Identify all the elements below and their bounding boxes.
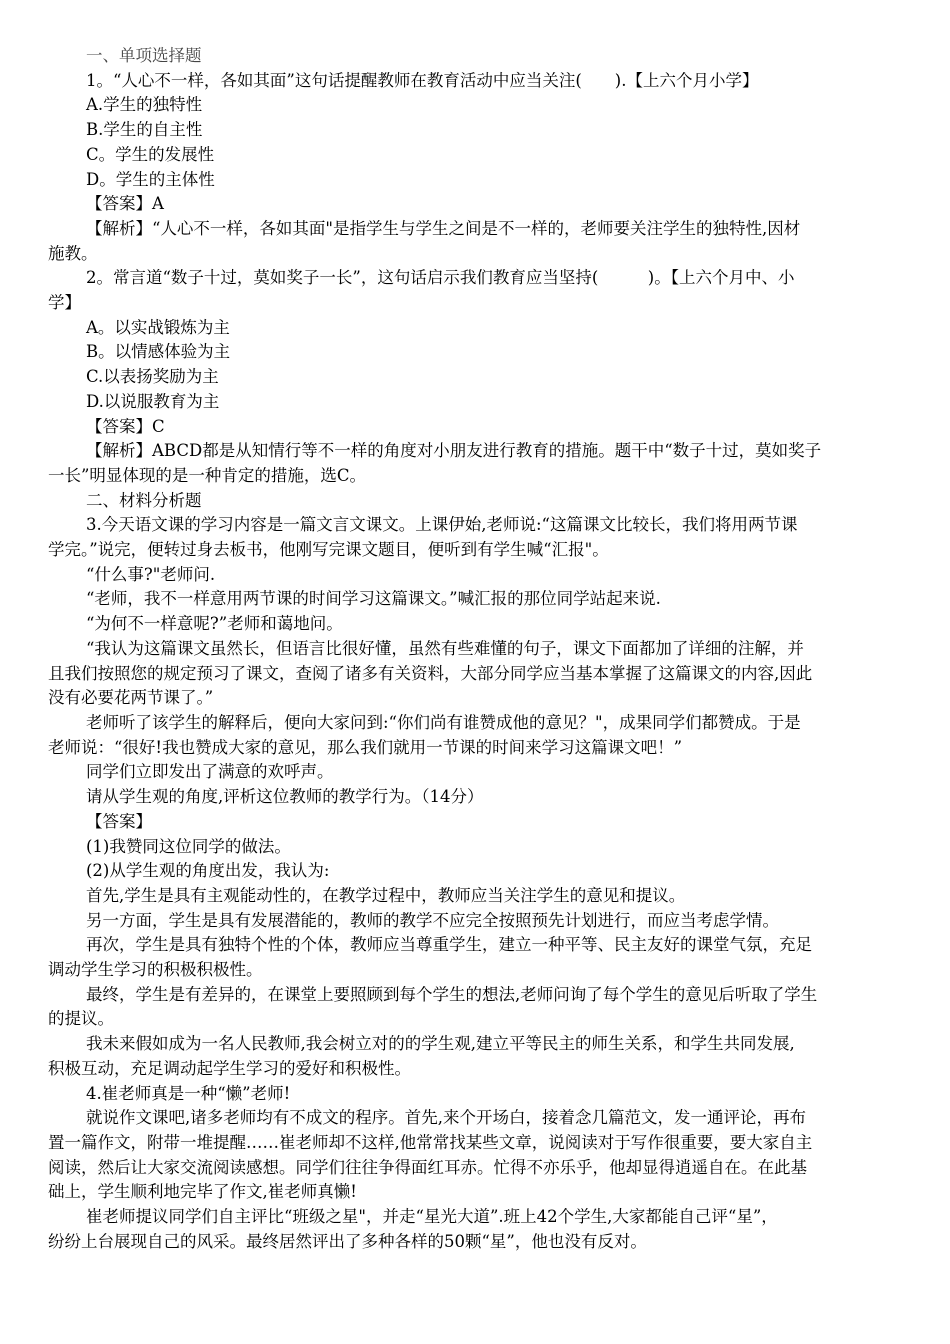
text-line: “我认为这篇课文虽然长，但语言比很好懂，虽然有些难懂的句子，课文下面都加了详细的注解，并 [86,638,804,658]
text-line: 我未来假如成为一名人民教师,我会树立对的的学生观,建立平等民主的师生关系，和学生共同发展, [86,1034,795,1054]
text-line: “老师，我不一样意用两节课的时间学习这篇课文。”喊汇报的那位同学站起来说. [86,589,661,609]
text-line: 积极互动，充足调动起学生学习的爱好和积极性。 [48,1058,411,1078]
text-line: 纷纷上台展现自己的风采。最终居然评出了多种各样的50颗“星”，他也没有反对。 [48,1231,647,1251]
text-line: 学完。”说完，便转过身去板书，他刚写完课文题目，便听到有学生喊“汇报"。 [48,540,609,560]
text-line: 学】 [48,293,81,313]
text-line: 就说作文课吧,诸多老师均有不成文的程序。首先,来个开场白，接着念几篇范文，发一通评论，再布 [86,1108,806,1128]
text-line: 施教。 [48,243,98,263]
text-line: 【答案】A [86,194,164,214]
text-line: (1)我赞同这位同学的做法。 [86,836,291,856]
text-line: A。以实战锻炼为主 [86,317,230,337]
text-line: 请从学生观的角度,评析这位教师的教学行为。（14分） [86,787,484,807]
text-line: D.以说服教育为主 [86,391,220,411]
text-line: B.学生的自主性 [86,120,203,140]
text-line: 老师说：“很好!我也赞成大家的意见，那么我们就用一节课的时间来学习这篇课文吧！” [48,737,683,757]
text-line: 再次，学生是具有独特个性的个体，教师应当尊重学生，建立一种平等、民主友好的课堂气氛，充足 [86,935,812,955]
text-line: 最终，学生是有差异的，在课堂上要照顾到每个学生的想法,老师问询了每个学生的意见后听取了学生 [86,984,818,1004]
text-line: 没有必要花两节课了。” [48,688,214,708]
text-line: 老师听了该学生的解释后，便向大家问到:“你们尚有谁赞成他的意见？"，成果同学们都赞成。于是 [86,712,801,732]
text-line: 置一篇作文，附带一堆提醒……崔老师却不这样,他常常找某些文章，说阅读对于写作很重要，要大家自主 [48,1132,813,1152]
text-line: 二、材料分析题 [86,490,202,510]
text-line: C。学生的发展性 [86,144,215,164]
text-line: C.以表扬奖励为主 [86,367,219,387]
document-body [48,44,896,1254]
text-line: 【答案】C [86,416,165,436]
text-line: 【解析】“人心不一样，各如其面"是指学生与学生之间是不一样的，老师要关注学生的独特性,因材 [86,218,801,238]
text-line: 首先,学生是具有主观能动性的，在教学过程中，教师应当关注学生的意见和提议。 [86,885,686,905]
text-line: 3.今天语文课的学习内容是一篇文言文课文。上课伊始,老师说:“这篇课文比较长，我们将用两节课 [86,515,798,535]
text-line: 崔老师提议同学们自主评比“班级之星"，并走“星光大道”.班上42个学生,大家都能自己评“星”， [86,1207,778,1227]
text-line: 调动学生学习的积极积极性。 [48,960,263,980]
text-line: “什么事?"老师问. [86,564,216,584]
text-line: “为何不一样意呢?”老师和蔼地问。 [86,614,343,634]
text-line: (2)从学生观的角度出发，我认为: [86,861,330,881]
text-line: D。学生的主体性 [86,169,215,189]
text-line: 础上，学生顺利地完毕了作文,崔老师真懒! [48,1182,357,1202]
text-line: 一、单项选择题 [86,46,202,65]
text-line: 2。常言道“数子十过，莫如奖子一长”，这句话启示我们教育应当坚持( )。【上六个月中、小 [86,268,795,288]
text-line: B。以情感体验为主 [86,342,231,362]
text-line: 1。“人心不一样，各如其面”这句话提醒教师在教育活动中应当关注( ).【上六个月小学】 [86,70,759,90]
text-line: 另一方面，学生是具有发展潜能的，教师的教学不应完全按照预先计划进行，而应当考虑学情。 [86,910,779,930]
text-line: 【解析】ABCD都是从知情行等不一样的角度对小朋友进行教育的措施。题干中“数子十过，莫如奖子 [86,441,822,461]
text-line: A.学生的独特性 [86,95,203,115]
text-line: 【答案】 [86,811,152,831]
text-line: 的提议。 [48,1009,114,1029]
text-line: 同学们立即发出了满意的欢呼声。 [86,762,334,782]
text-line: 一长”明显体现的是一种肯定的措施，选C。 [48,465,367,485]
text-line: 4.崔老师真是一种“懒”老师! [86,1083,291,1103]
text-line: 且我们按照您的规定预习了课文，查阅了诸多有关资料，大部分同学应当基本掌握了这篇课文的内容,因此 [48,663,813,683]
text-line: 阅读，然后让大家交流阅读感想。同学们往往争得面红耳赤。忙得不亦乐乎，他却显得逍遥自在。在此基 [48,1157,807,1177]
